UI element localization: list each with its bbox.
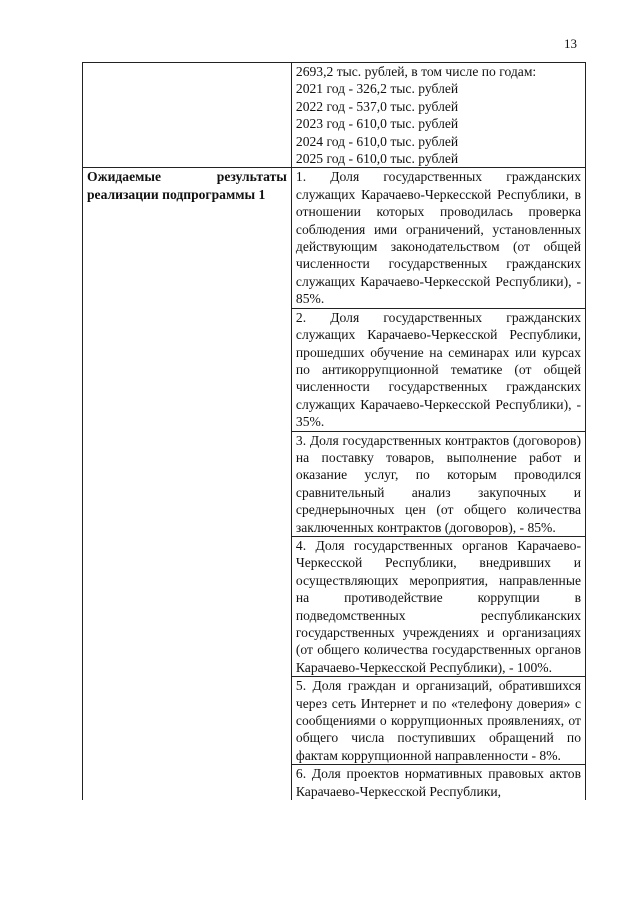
result-item-6: 6. Доля проектов нормативных правовых актов Карачаево-Черкесской Республики, bbox=[292, 764, 585, 800]
page-number: 13 bbox=[564, 36, 577, 51]
funding-total-line: 2693,2 тыс. рублей, в том числе по годам: bbox=[295, 64, 537, 79]
result-item-1: 1. Доля государственных гражданских служащих Карачаево-Черкесской Республики, в отношении которых проводилась проверка соблюдения ими ограничений, установленных действующим законодательством (от общей численности государственных гражданских служащих Карачаево-Черкесской Республики), - 85%. bbox=[295, 169, 581, 307]
funding-year-2021: 2021 год - 326,2 тыс. рублей bbox=[295, 81, 459, 97]
results-label-cell: Ожидаемые результаты реализации подпрограммы 1 bbox=[83, 168, 292, 800]
result-item-4: 4. Доля государственных органов Карачаево-Черкесской Республики, внедривших и осуществляющих мероприятия, направленные на противодействие коррупции в подведомственных республиканских государственных учреждениях и организациях (от общего количества государственных органов Карачаево-Черкесской Республики), - 100%. bbox=[292, 536, 585, 676]
results-row bbox=[83, 168, 586, 800]
funding-year-2025: 2025 год - 610,0 тыс. рублей bbox=[295, 151, 459, 167]
funding-label-cell bbox=[83, 63, 292, 168]
funding-value-cell bbox=[291, 63, 585, 168]
result-item-2: 2. Доля государственных гражданских служащих Карачаево-Черкесской Республики, прошедших обучение на семинарах или курсах по антикоррупционной тематике (от общей численности государственных гражданских служащих Карачаево-Черкесской Республики), - 35%. bbox=[292, 308, 585, 431]
funding-year-2023: 2023 год - 610,0 тыс. рублей bbox=[295, 116, 459, 132]
results-value-cell bbox=[291, 168, 585, 800]
funding-row bbox=[83, 63, 586, 168]
funding-year-2024: 2024 год - 610,0 тыс. рублей bbox=[295, 133, 459, 149]
result-item-3: 3. Доля государственных контрактов (договоров) на поставку товаров, выполнение работ и оказание услуг, по которым проводился сравнительный анализ закупочных и среднерыночных цен (от общего количества заключенных контрактов (договоров), - 85%. bbox=[292, 431, 585, 536]
subprogram-passport-table bbox=[82, 62, 586, 800]
funding-year-2022: 2022 год - 537,0 тыс. рублей bbox=[295, 98, 459, 114]
result-item-5: 5. Доля граждан и организаций, обратившихся через сеть Интернет и по «телефону доверия» с сообщениями о коррупционных проявлениях, от общего числа поступивших обращений по фактам коррупционной направленности - 8%. bbox=[292, 676, 585, 764]
